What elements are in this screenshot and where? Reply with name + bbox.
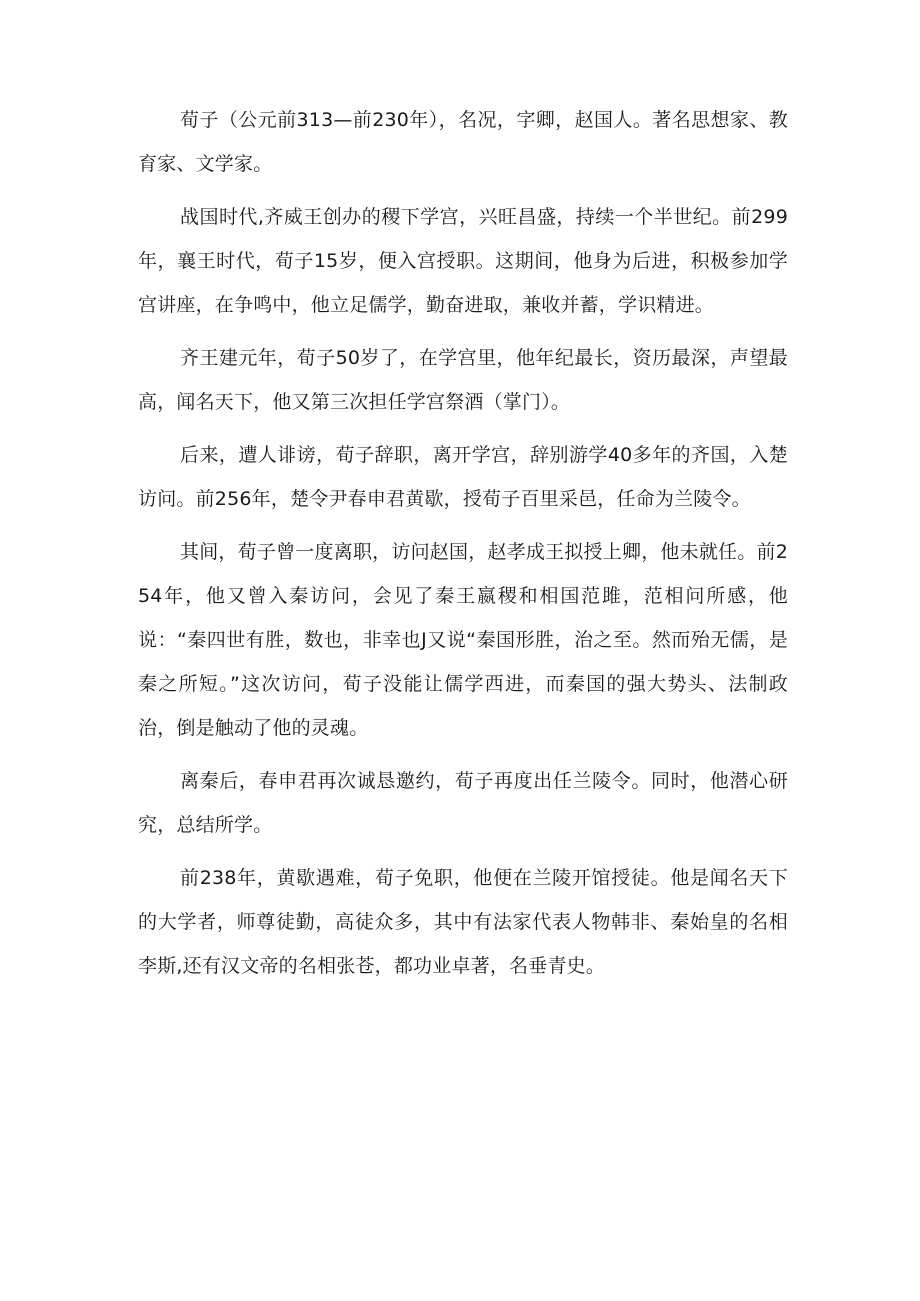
paragraph-disciples: 前238年，黄歇遇难，荀子免职，他便在兰陵开馆授徒。他是闻名天下的大学者，师尊徒勤，高徒众多，其中有法家代表人物韩非、秦始皇的名相李斯,还有汉文帝的名相张苍，都功业卓著，名垂青史。 — [138, 867, 788, 977]
article-body — [138, 98, 788, 997]
paragraph-qin-visit: 其间，荀子曾一度离职，访问赵国，赵孝成王拟授上卿，他未就任。前254年，他又曾入秦访问，会见了秦王嬴稷和相国范雎，范相问所感，他说：“秦四世有胜，数也，非幸也J又说“秦国形胜，治之至。然而殆无儒，是秦之所短。”这次访问，荀子没能让儒学西进，而秦国的强大势头、法制政治，倒是触动了他的灵魂。 — [138, 541, 788, 739]
paragraph-chu-visit: 后来，遭人诽谤，荀子辞职，离开学宫，辞别游学40多年的齐国，入楚访问。前256年，楚令尹春申君黄歇，授荀子百里采邑，任命为兰陵令。 — [138, 444, 788, 510]
paragraph-intro: 荀子（公元前313—前230年），名况，字卿，赵国人。著名思想家、教育家、文学家。 — [138, 109, 788, 175]
paragraph-jijiu: 齐王建元年，荀子50岁了，在学宫里，他年纪最长，资历最深，声望最高，闻名天下，他又第三次担任学宫祭酒（掌门）。 — [138, 347, 788, 413]
paragraph-lanling: 离秦后，春申君再次诚恳邀约，荀子再度出任兰陵令。同时，他潜心研究，总结所学。 — [138, 770, 788, 836]
paragraph-jixia-academy: 战国时代,齐威王创办的稷下学宫，兴旺昌盛，持续一个半世纪。前299年，襄王时代，荀子15岁，便入宫授职。这期间，他身为后进，积极参加学宫讲座，在争鸣中，他立足儒学，勤奋进取，兼收并蓄，学识精进。 — [138, 206, 788, 316]
